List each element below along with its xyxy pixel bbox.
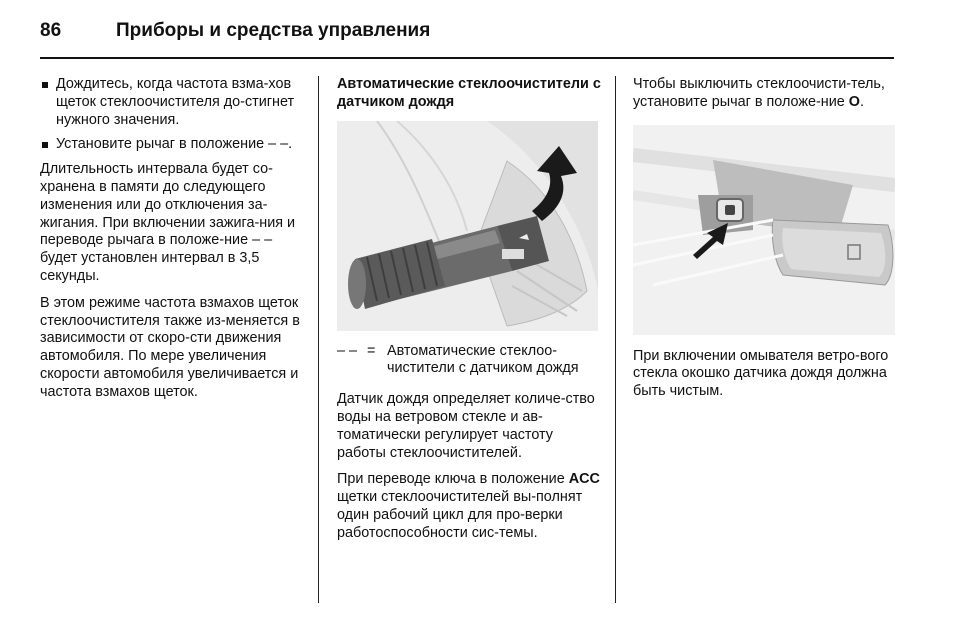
header-rule [40,57,894,59]
column-divider-2 [615,76,616,603]
legend-row [337,343,603,379]
bullet-item: Дождитесь, когда частота взма-хов щеток стеклоочистителя до-стигнет нужного значения. [40,76,305,129]
column-divider-1 [318,76,319,603]
legend-equals: = [367,342,376,359]
paragraph [633,76,895,112]
column-3 [633,76,895,410]
text-run: Чтобы выключить стеклоочисти-тель, установите рычаг в положе-ние [633,76,885,110]
paragraph: В этом режиме частота взмахов щеток стеклоочистителя также из-меняется в зависимости от скоро-сти движения автомобиля. По мере увеличения скорости автомобиля увеличивается и частота взмахов щеток. [40,294,300,400]
key-position-acc: ACC [568,471,600,488]
section-heading: Автоматические стеклоочистители с датчиком дождя [337,76,601,110]
off-position-symbol: O [848,93,860,110]
legend-text: Автоматические стеклоо-чистители с датчиком дождя [387,342,579,377]
paragraph [337,471,603,542]
paragraph: Датчик дождя определяет количе-ство воды на ветровом стекле и ав-томатически регулирует частоту работы стеклоочистителей. [337,391,595,461]
column-2 [337,76,603,552]
rain-sensor-illustration [633,125,895,335]
text-run: При переводе ключа в положение [337,471,569,488]
paragraph: Длительность интервала будет со-хранена в памяти до следующего изменения или до отключения за-жигания. При включении зажига-ния и переводе рычага в положе-ние ‒ ‒ будет установлен интервал в 3,5 секунды. [40,161,296,284]
wiper-lever-illustration [337,121,598,331]
text-run: щетки стеклоочистителей вы-полнят один рабочий цикл для про-верки работоспособности сис-темы. [337,489,583,541]
legend-symbol: ‒ ‒ [337,342,358,359]
page-number: 86 [40,20,62,41]
bullet-item: Установите рычаг в положение ‒ ‒. [40,136,305,154]
column-1 [40,76,305,411]
text-run: . [859,93,864,110]
page-title: Приборы и средства управления [116,20,431,41]
paragraph: При включении омывателя ветро-вого стекла окошко датчика дождя должна быть чистым. [633,347,889,400]
